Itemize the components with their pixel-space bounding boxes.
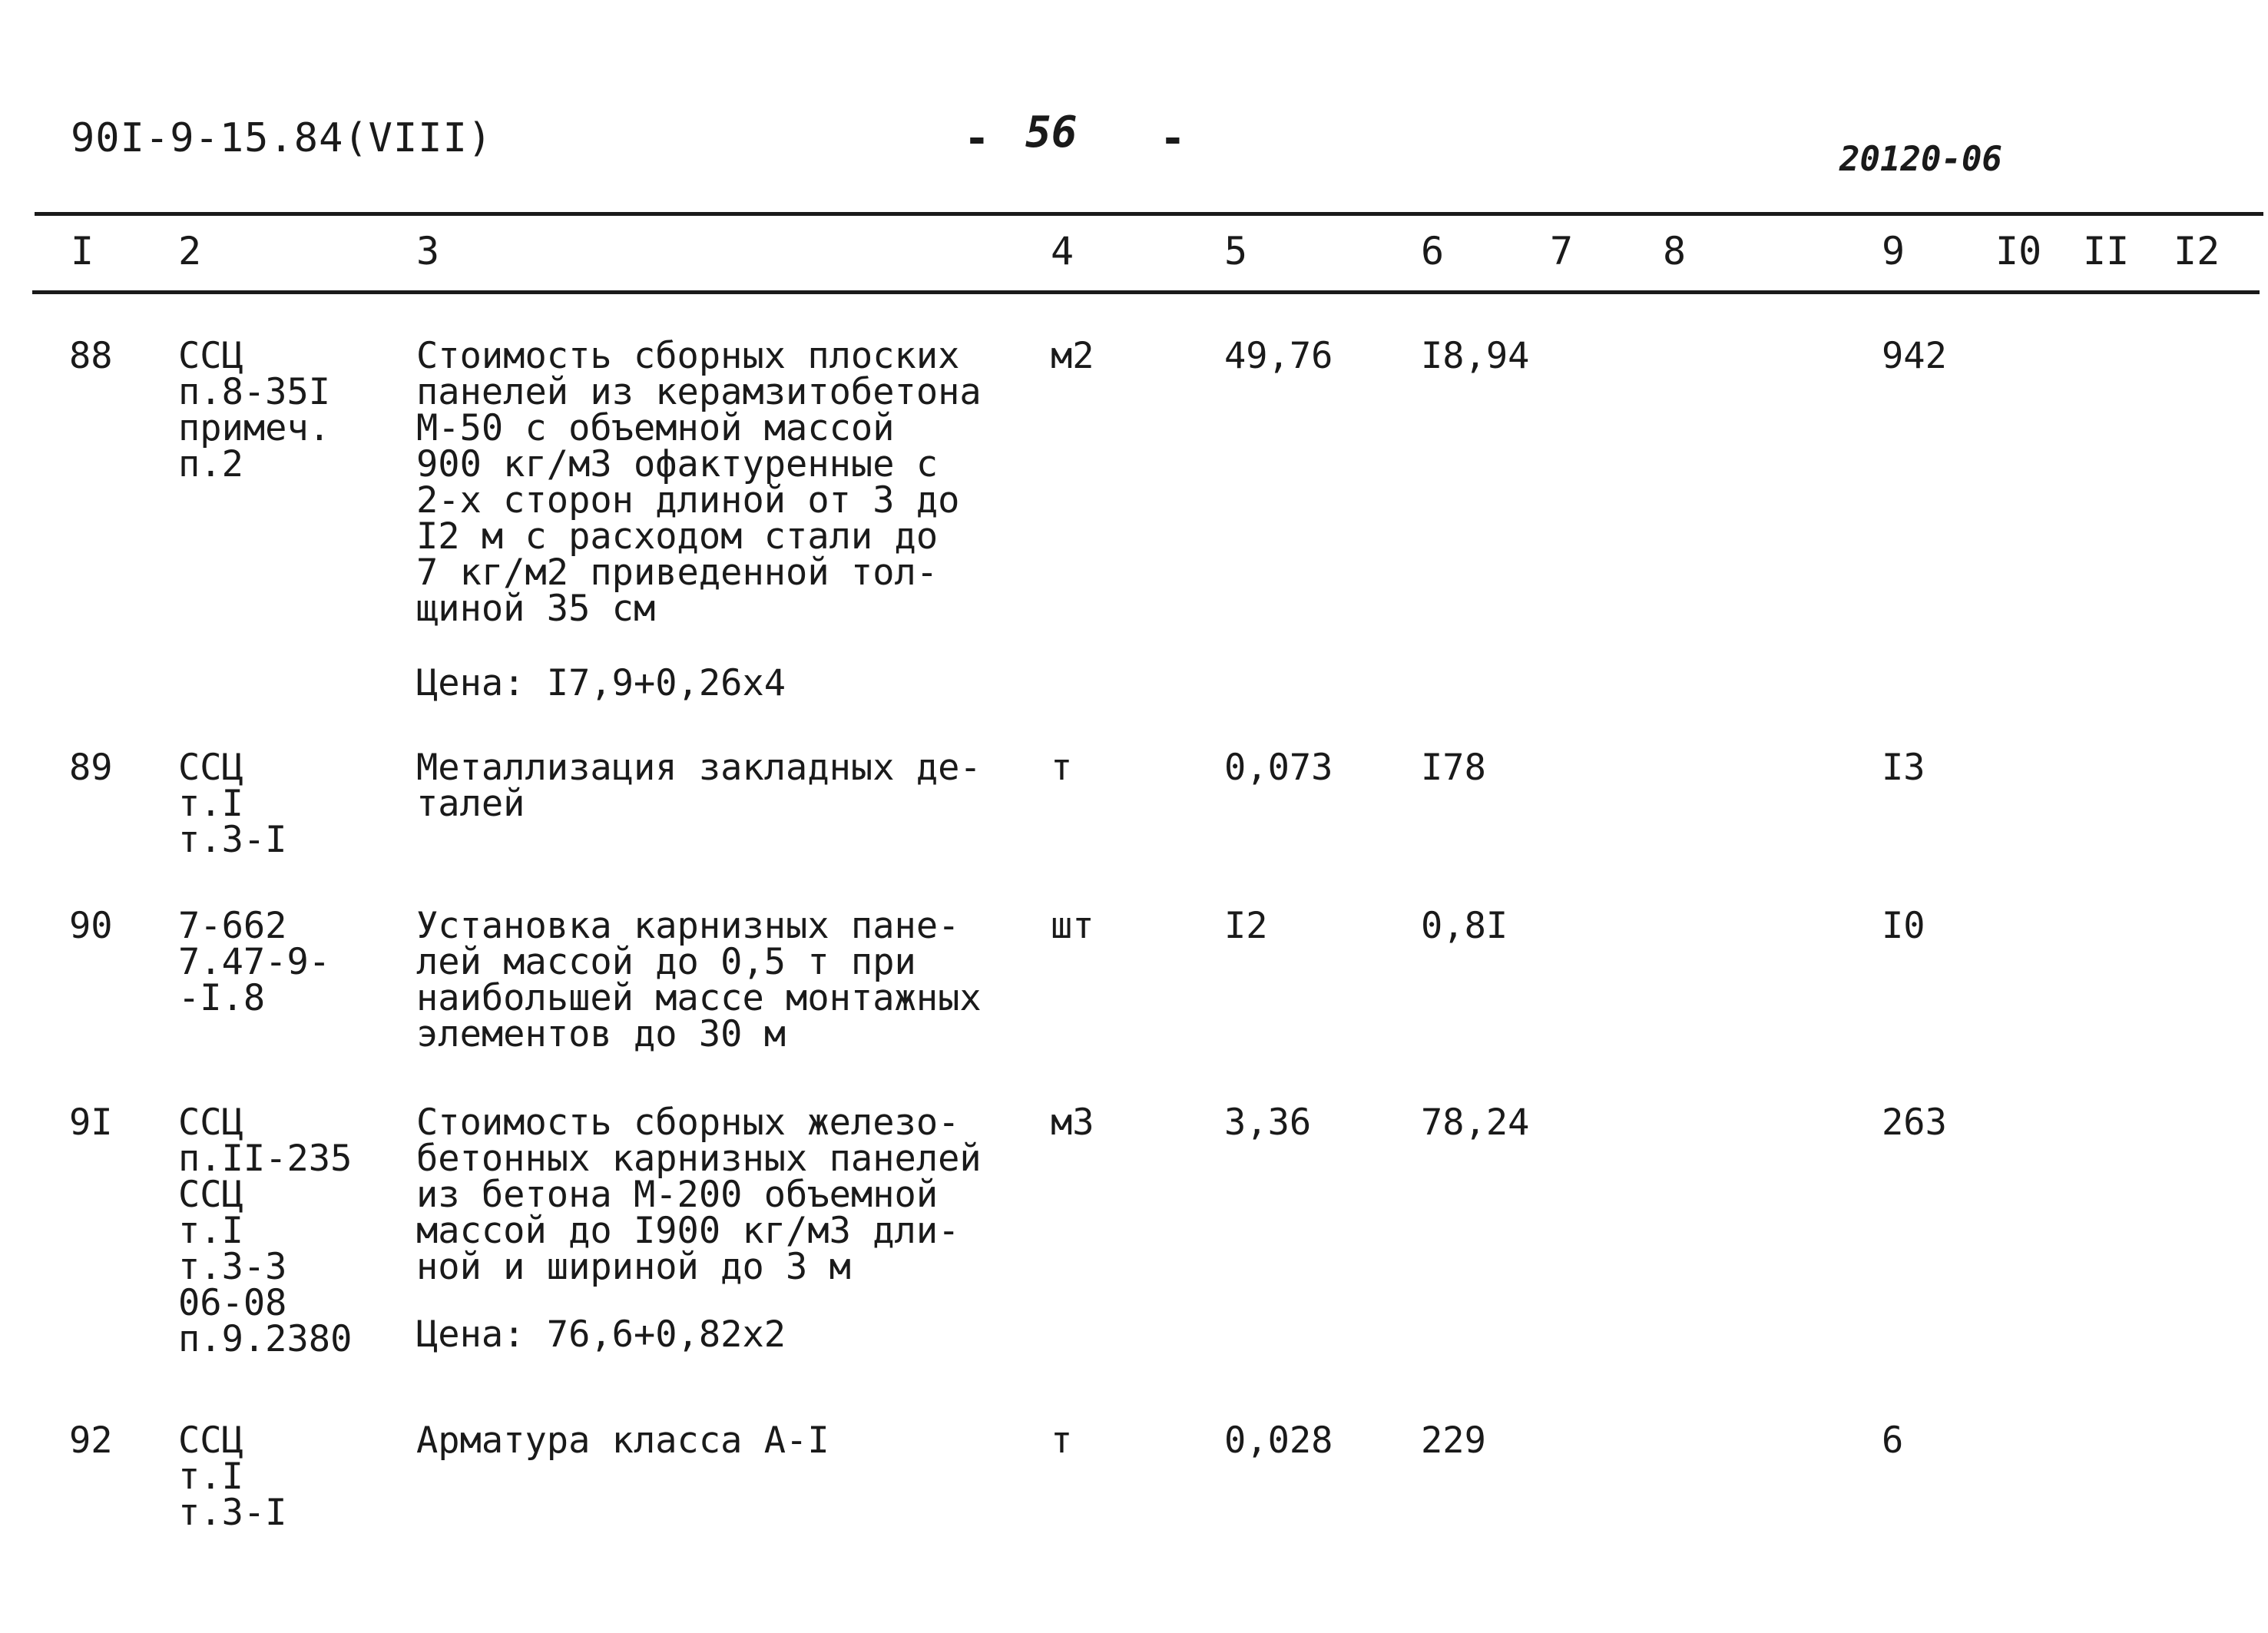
- source-line: примеч.: [178, 407, 331, 449]
- source-reference: [178, 1101, 353, 1360]
- description-line: панелей из керамзитобетона: [416, 371, 982, 413]
- unit: т: [1051, 1419, 1073, 1462]
- source-reference: [178, 335, 331, 485]
- unit-cost: 229: [1421, 1419, 1486, 1462]
- unit: м2: [1051, 335, 1094, 377]
- item-description: [416, 905, 982, 1055]
- document-code: 90I-9-15.84(VIII): [71, 115, 493, 161]
- row-number: 89: [69, 747, 113, 789]
- row-number: 92: [69, 1419, 113, 1462]
- total-cost: 263: [1882, 1101, 1947, 1144]
- quantity: 0,028: [1224, 1419, 1333, 1462]
- source-line: -I.8: [178, 977, 266, 1019]
- description-line: лей массой до 0,5 т при: [416, 941, 916, 983]
- source-line: т.3-I: [178, 819, 287, 861]
- quantity: 0,073: [1224, 747, 1333, 789]
- item-description: [416, 747, 982, 825]
- total-cost: 942: [1882, 335, 1947, 377]
- source-line: п.8-35I: [178, 371, 331, 413]
- unit-cost: 78,24: [1421, 1101, 1530, 1144]
- unit-cost: I8,94: [1421, 335, 1530, 377]
- description-line: 900 кг/м3 офактуренные с: [416, 443, 939, 485]
- description-line: массой до I900 кг/м3 дли-: [416, 1210, 960, 1252]
- source-line: т.3-I: [178, 1492, 287, 1534]
- column-number: 6: [1421, 229, 1445, 273]
- column-number: I0: [1995, 229, 2042, 273]
- description-line: Установка карнизных пане-: [416, 905, 960, 947]
- description-line: щиной 35 см: [416, 588, 656, 630]
- handwritten-code: 20120-06: [1839, 140, 2002, 179]
- source-line: ССЦ: [178, 1101, 243, 1144]
- row-number: 9I: [69, 1101, 113, 1144]
- item-description: [416, 1419, 829, 1462]
- source-line: т.I: [178, 1456, 243, 1498]
- page-dash-left: -: [964, 114, 990, 164]
- column-number: I2: [2174, 229, 2220, 273]
- price-note: Цена: 76,6+0,82х2: [416, 1313, 786, 1356]
- source-line: п.II-235: [178, 1138, 353, 1180]
- description-line: бетонных карнизных панелей: [416, 1138, 982, 1180]
- description-line: Арматура класса А-I: [416, 1419, 829, 1462]
- unit-cost: I78: [1421, 747, 1486, 789]
- description-line: Стоимость сборных плоских: [416, 335, 960, 377]
- total-cost: I3: [1882, 747, 1925, 789]
- source-line: 7.47-9-: [178, 941, 331, 983]
- source-line: ССЦ: [178, 747, 243, 789]
- total-cost: 6: [1882, 1419, 1904, 1462]
- column-number: 7: [1550, 229, 1574, 273]
- source-line: ССЦ: [178, 335, 243, 377]
- unit: м3: [1051, 1101, 1094, 1144]
- column-number: 4: [1051, 229, 1074, 273]
- description-line: ной и шириной до 3 м: [416, 1246, 851, 1288]
- description-line: I2 м с расходом стали до: [416, 515, 939, 558]
- source-reference: [178, 1419, 287, 1534]
- column-number: 8: [1663, 229, 1687, 273]
- source-reference: [178, 905, 331, 1019]
- column-number: II: [2083, 229, 2130, 273]
- row-number: 90: [69, 905, 113, 947]
- description-line: Стоимость сборных железо-: [416, 1101, 960, 1144]
- column-number: 5: [1224, 229, 1248, 273]
- page-dash-right: -: [1160, 114, 1186, 164]
- source-line: ССЦ: [178, 1419, 243, 1462]
- source-line: п.2: [178, 443, 243, 485]
- source-line: п.9.2380: [178, 1318, 353, 1360]
- description-line: из бетона М-200 объемной: [416, 1174, 939, 1216]
- table-top-rule: [35, 212, 2263, 216]
- item-description: [416, 1101, 982, 1288]
- price-note: Цена: I7,9+0,26х4: [416, 662, 786, 704]
- quantity: 49,76: [1224, 335, 1333, 377]
- source-line: ССЦ: [178, 1174, 243, 1216]
- source-line: 06-08: [178, 1282, 287, 1324]
- total-cost: I0: [1882, 905, 1925, 947]
- unit: шт: [1051, 905, 1094, 947]
- row-number: 88: [69, 335, 113, 377]
- source-line: 7-662: [178, 905, 287, 947]
- source-reference: [178, 747, 287, 861]
- item-description: [416, 335, 982, 630]
- description-line: элементов до 30 м: [416, 1013, 786, 1055]
- source-line: т.I: [178, 783, 243, 825]
- description-line: М-50 с объемной массой: [416, 407, 895, 449]
- description-line: 7 кг/м2 приведенной тол-: [416, 552, 939, 594]
- description-line: талей: [416, 783, 525, 825]
- description-line: наибольшей массе монтажных: [416, 977, 982, 1019]
- column-header-rule: [32, 290, 2260, 294]
- quantity: I2: [1224, 905, 1268, 947]
- column-number: 2: [178, 229, 202, 273]
- column-number: 9: [1882, 229, 1905, 273]
- column-number: I: [71, 229, 94, 273]
- description-line: Металлизация закладных де-: [416, 747, 982, 789]
- source-line: т.I: [178, 1210, 243, 1252]
- quantity: 3,36: [1224, 1101, 1312, 1144]
- unit-cost: 0,8I: [1421, 905, 1508, 947]
- description-line: 2-х сторон длиной от 3 до: [416, 479, 960, 522]
- page-number: 56: [1025, 108, 1078, 157]
- column-number: 3: [416, 229, 440, 273]
- unit: т: [1051, 747, 1073, 789]
- source-line: т.3-3: [178, 1246, 287, 1288]
